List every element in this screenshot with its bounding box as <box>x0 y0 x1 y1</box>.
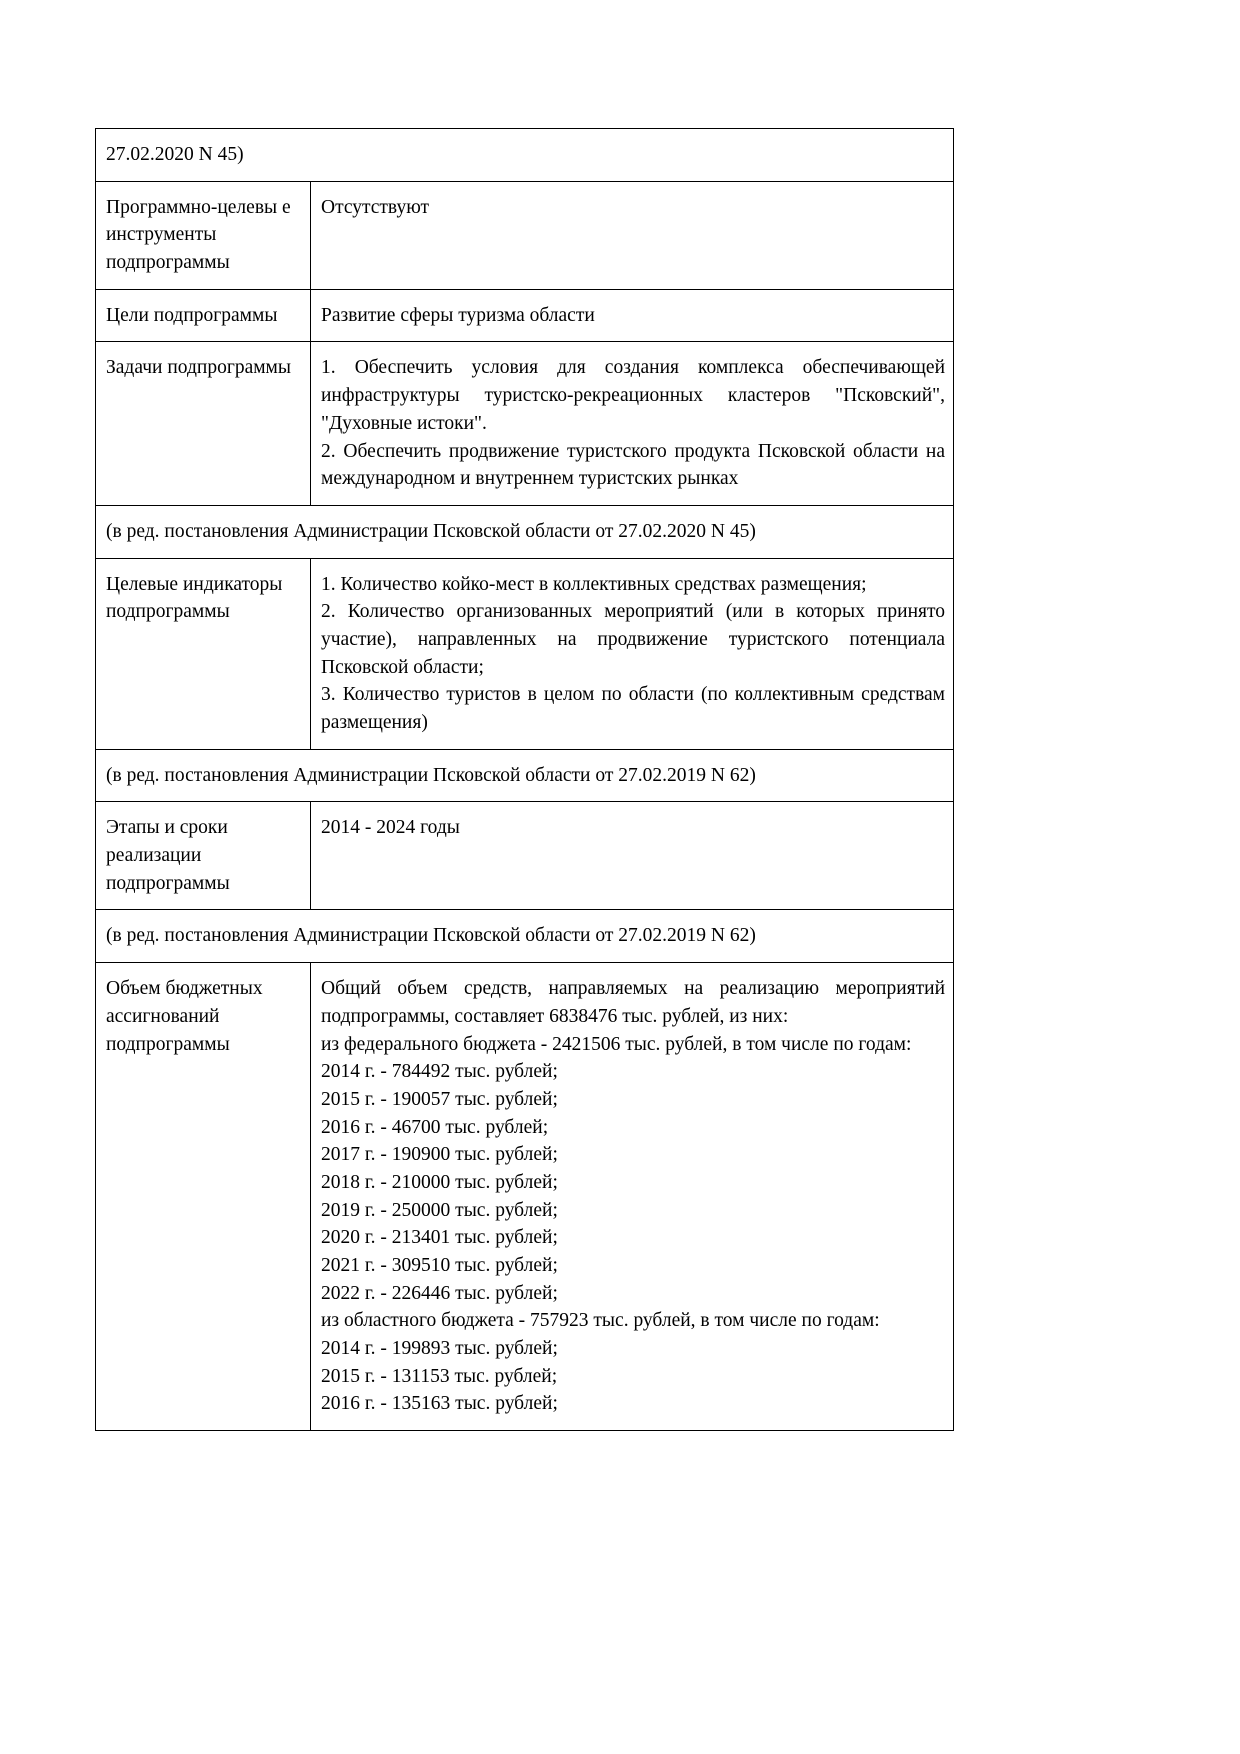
cell-spacer <box>321 842 945 869</box>
editorial-note-2: (в ред. постановления Администрации Псковской области от 27.02.2019 N 62) <box>96 749 954 802</box>
table-row-tasks <box>96 342 954 505</box>
editorial-note-3: (в ред. постановления Администрации Псковской области от 27.02.2019 N 62) <box>96 910 954 963</box>
table-row-goals <box>96 289 954 342</box>
row-label-budget: Объем бюджетных ассигнований подпрограммы <box>96 963 311 1431</box>
table-row-top-reference <box>96 129 954 182</box>
row-label-stages: Этапы и сроки реализации подпрограммы <box>96 802 311 910</box>
row-value-indicators: 1. Количество койко-мест в коллективных средствах размещения; 2. Количество организованных мероприятий (или в которых принято участие), направленных на продвижение туристского потенциала Псковской области; 3. Количество туристов в целом по области (по коллективным средствам размещения) <box>311 558 954 749</box>
cell-spacer <box>321 869 945 896</box>
row-label-program-instruments: Программно-целевы е инструменты подпрограммы <box>96 181 311 289</box>
table-row-stages <box>96 802 954 910</box>
row-value-stages: 2014 - 2024 годы <box>311 802 954 910</box>
row-label-goals: Цели подпрограммы <box>96 289 311 342</box>
row-value-tasks: 1. Обеспечить условия для создания комплекса обеспечивающей инфраструктуры туристско-рекреационных кластеров "Псковский", "Духовные истоки". 2. Обеспечить продвижение туристского продукта Псковской области на международном и внутреннем туристских рынках <box>311 342 954 505</box>
table-row-note-2 <box>96 749 954 802</box>
top-reference-cell <box>96 129 954 182</box>
table-row-indicators <box>96 558 954 749</box>
top-reference-text: 27.02.2020 N 45) <box>106 144 244 165</box>
row-label-indicators: Целевые индикаторы подпрограммы <box>96 558 311 749</box>
table-row-note-3 <box>96 910 954 963</box>
editorial-note-1: (в ред. постановления Администрации Псковской области от 27.02.2020 N 45) <box>96 505 954 558</box>
table-row-program-instruments <box>96 181 954 289</box>
cell-spacer <box>321 221 945 248</box>
row-value-goals: Развитие сферы туризма области <box>311 289 954 342</box>
row-value-program-instruments: Отсутствуют <box>311 181 954 289</box>
table-row-note-1 <box>96 505 954 558</box>
row-label-tasks: Задачи подпрограммы <box>96 342 311 505</box>
row-value-budget: Общий объем средств, направляемых на реализацию мероприятий подпрограммы, составляет 6838476 тыс. рублей, из них: из федерального бюджета - 2421506 тыс. рублей, в том числе по годам: 2014 г. - 784492 тыс. рублей; 2015 г. - 190057 тыс. рублей; 2016 г. - 46700 тыс. рублей; 2017 г. - 190900 тыс. рублей; 2018 г. - 210000 тыс. рублей; 2019 г. - 250000 тыс. рублей; 2020 г. - 213401 тыс. рублей; 2021 г. - 309510 тыс. рублей; 2022 г. - 226446 тыс. рублей; из областного бюджета - 757923 тыс. рублей, в том числе по годам: 2014 г. - 199893 тыс. рублей; 2015 г. - 131153 тыс. рублей; 2016 г. - 135163 тыс. рублей; <box>311 963 954 1431</box>
table-row-budget <box>96 963 954 1431</box>
subprogram-passport-table <box>95 128 954 1431</box>
